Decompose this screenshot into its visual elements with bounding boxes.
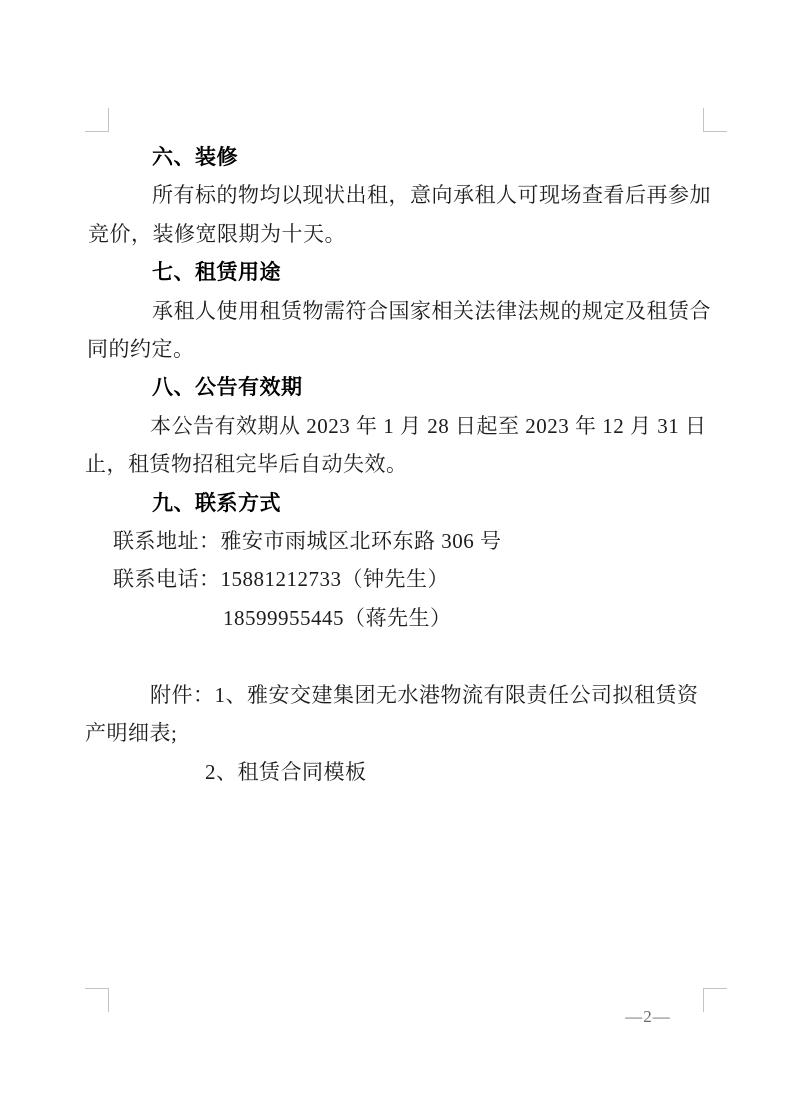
attachment-line-1: 附件：1、雅安交建集团无水港物流有限责任公司拟租赁资 (150, 683, 699, 707)
section-heading-decoration: 六、装修 (152, 145, 238, 169)
text-boundary-mark-bottom-right (703, 988, 727, 1012)
paragraph-rental-use-line-1: 承租人使用租赁物需符合国家相关法律法规的规定及租赁合 (152, 299, 711, 323)
attachment-line-3: 2、租赁合同模板 (205, 760, 367, 784)
section-heading-rental-use: 七、租赁用途 (152, 260, 281, 284)
text-boundary-mark-bottom-left (85, 988, 109, 1012)
paragraph-validity-line-2: 止，租赁物招租完毕后自动失效。 (85, 452, 408, 476)
text-boundary-mark-top-right (703, 108, 727, 132)
section-heading-validity-period: 八、公告有效期 (152, 375, 303, 399)
contact-phone-line-1: 联系电话：15881212733（钟先生） (113, 567, 449, 591)
contact-phone-line-2: 18599955445（蒋先生） (223, 606, 452, 630)
text-boundary-mark-top-left (85, 108, 109, 132)
contact-address-line: 联系地址：雅安市雨城区北环东路 306 号 (113, 529, 502, 553)
paragraph-decoration-line-2: 竞价，装修宽限期为十天。 (88, 222, 346, 246)
paragraph-validity-line-1: 本公告有效期从 2023 年 1 月 28 日起至 2023 年 12 月 31 日 (150, 414, 707, 438)
paragraph-rental-use-line-2: 同的约定。 (87, 337, 195, 361)
attachment-line-2: 产明细表; (85, 721, 178, 745)
page-number: —2— (625, 1007, 671, 1026)
section-heading-contact-info: 九、联系方式 (152, 491, 281, 515)
paragraph-decoration-line-1: 所有标的物均以现状出租，意向承租人可现场查看后再参加 (152, 183, 711, 207)
